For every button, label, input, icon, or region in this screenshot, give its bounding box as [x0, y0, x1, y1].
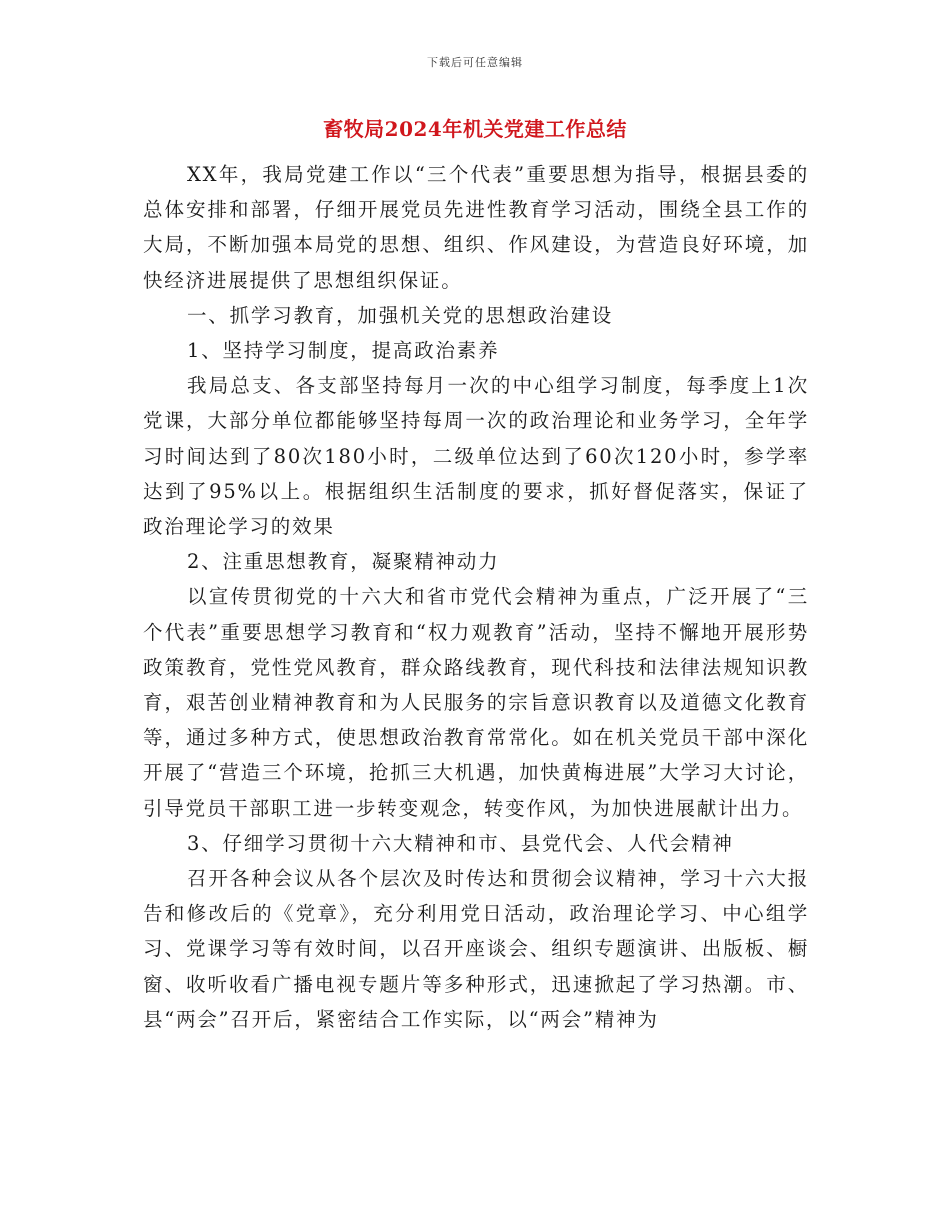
paragraph-intro: XX年，我局党建工作以“三个代表”重要思想为指导，根据县委的总体安排和部署，仔细开展党员先进性教育学习活动，围绕全县工作的大局，不断加强本局党的思想、组织、作风建设，为营造良好环境，加快经济进展提供了思想组织保证。 — [143, 163, 809, 292]
paragraph-ideological-education: 以宣传贯彻党的十六大和省市党代会精神为重点，广泛开展了“三个代表”重要思想学习教育和“权力观教育”活动，坚持不懈地开展形势政策教育，党性党风教育，群众路线教育，现代科技和法律法规知识教育，艰苦创业精神教育和为人民服务的宗旨意识教育以及道德文化教育等，通过多种方式，使思想政治教育常常化。如在机关党员干部中深化开展了“营造三个环境，抢抓三大机遇，加快黄梅进展”大学习大讨论，引导党员干部职工进一步转变观念，转变作风，为加快进展献计出力。 — [143, 585, 809, 820]
paragraph-meeting-spirit: 召开各种会议从各个层次及时传达和贯彻会议精神，学习十六大报告和修改后的《党章》，充分利用党日活动，政治理论学习、中心组学习、党课学习等有效时间，以召开座谈会、组织专题演讲、出版板、橱窗、收听收看广播电视专题片等多种形式，迅速掀起了学习热潮。市、县“两会”召开后，紧密结合工作实际，以“两会”精神为 — [143, 867, 809, 1031]
section-heading-1: 一、抓学习教育，加强机关党的思想政治建设 — [187, 303, 614, 327]
subheading-3: 3、仔细学习贯彻十六大精神和市、县党代会、人代会精神 — [187, 831, 734, 855]
document-title: 畜牧局2024年机关党建工作总结 — [323, 117, 627, 141]
subheading-1: 1、坚持学习制度，提高政治素养 — [187, 339, 500, 363]
subheading-2: 2、注重思想教育，凝聚精神动力 — [187, 550, 500, 574]
paragraph-study-system: 我局总支、各支部坚持每月一次的中心组学习制度，每季度上1次党课，大部分单位都能够坚持每周一次的政治理论和业务学习，全年学习时间达到了80次180小时，二级单位达到了60次120小时，参学率达到了95%以上。根据组织生活制度的要求，抓好督促落实，保证了政治理论学习的效果 — [143, 374, 809, 539]
document-body — [143, 157, 809, 1037]
header-note: 下载后可任意编辑 — [427, 56, 523, 69]
